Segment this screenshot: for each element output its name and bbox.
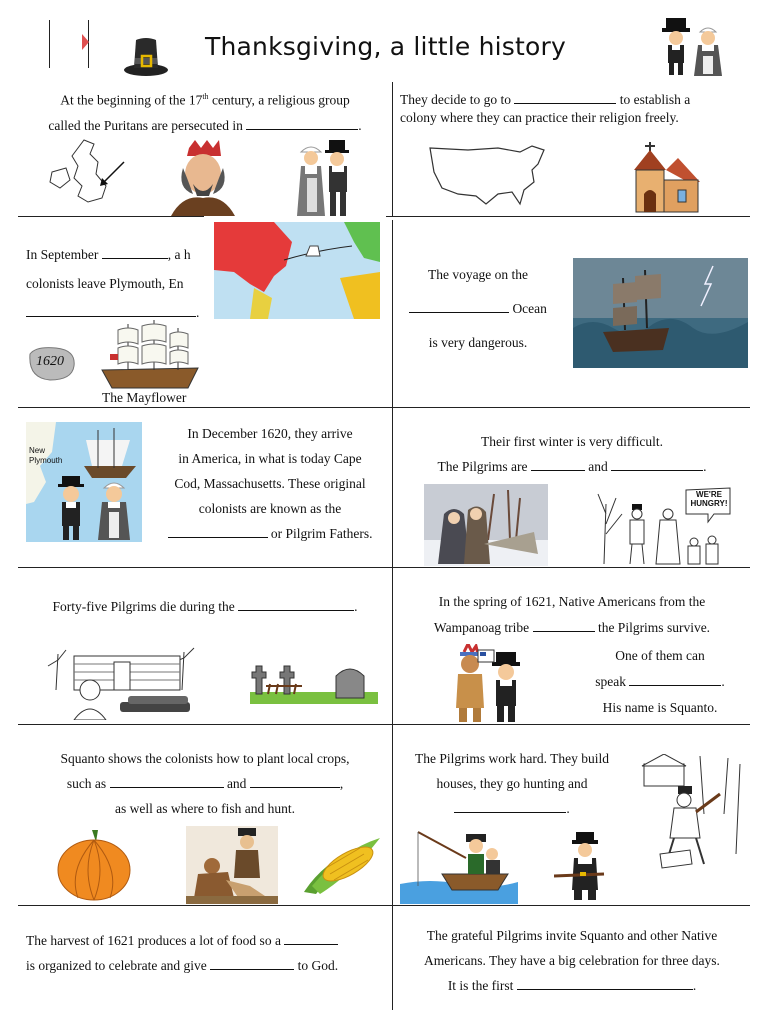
cell-2-text: They decide to go to to establish a colony where they can practice their religion freely. (400, 92, 691, 125)
column-divider (392, 220, 393, 1010)
britain-map-icon (44, 136, 128, 214)
hunter-pilgrim-icon (554, 828, 618, 902)
row-divider-5 (18, 905, 750, 906)
woodcutter-image (640, 754, 748, 874)
squanto-teaching-image (186, 826, 278, 904)
church-icon (628, 142, 702, 214)
column-divider-top (392, 82, 393, 216)
atlantic-route-map (214, 222, 380, 319)
hungry-sign-text: WE'RE HUNGRY! (690, 490, 728, 508)
pilgrim-couple-icon-2 (295, 138, 351, 218)
cell-1-text: At the beginning of the 17th century, a religious group called the Puritans are persecuted in . (48, 92, 362, 133)
cell-4-text: The voyage on the Ocean is very dangerous. (400, 258, 556, 360)
row-divider-1 (18, 216, 204, 217)
cell-6-text: Their first winter is very difficult. The Pilgrims are and . (437, 434, 707, 474)
map-label: New Plymouth (29, 446, 63, 465)
usa-map-icon (428, 142, 548, 212)
red-mark-icon (80, 34, 90, 50)
pumpkin-icon (56, 828, 132, 902)
cell-7-text: Forty-five Pilgrims die during the . (52, 599, 358, 614)
cell-8-text: In the spring of 1621, Native Americans from the Wampanoag tribe the Pilgrims survive. (433, 594, 711, 635)
stormy-sea-ship-image (573, 258, 748, 368)
cell-5-text: In December 1620, they arrive in America, in what is today Cape Cod, Massachusetts. These original colonists are known as the or Pilgrim Fathers. (152, 421, 388, 546)
header-line (49, 20, 50, 68)
new-plymouth-map-image (26, 422, 142, 542)
cell-9-text: Squanto shows the colonists how to plant local crops, such as and , as well as where to fish and hunt. (60, 751, 350, 816)
cell-10-text: The Pilgrims work hard. They build houses, they go hunting and . (415, 751, 609, 816)
row-divider-1b (386, 216, 750, 217)
king-portrait-icon (163, 138, 243, 216)
cell-11-text: The harvest of 1621 produces a lot of food so a is organized to celebrate and give to God. (26, 933, 339, 973)
page-title: Thanksgiving, a little history (205, 32, 566, 61)
winter-pilgrims-image (424, 484, 548, 566)
stone-label: 1620 (36, 354, 64, 369)
gravestones-image (250, 664, 378, 704)
cell-3-text: In September , a h colonists leave Plymouth, En . (26, 247, 200, 320)
sick-pilgrim-cabin-image (44, 646, 204, 720)
row-divider-4 (18, 724, 750, 725)
native-and-pilgrim-icon (450, 644, 526, 724)
mayflower-ship-icon (98, 318, 204, 392)
cell-8-text-2: One of them can speak . His name is Squanto. (595, 648, 725, 715)
pilgrim-couple-icon (660, 16, 726, 78)
fishing-boat-image (400, 826, 518, 904)
corn-icon (302, 834, 384, 896)
mayflower-caption: The Mayflower (102, 390, 187, 405)
cell-12-text: The grateful Pilgrims invite Squanto and other Native Americans. They have a big celebration for three days. It is the first . (424, 928, 720, 993)
pilgrim-hat-icon (122, 34, 170, 78)
